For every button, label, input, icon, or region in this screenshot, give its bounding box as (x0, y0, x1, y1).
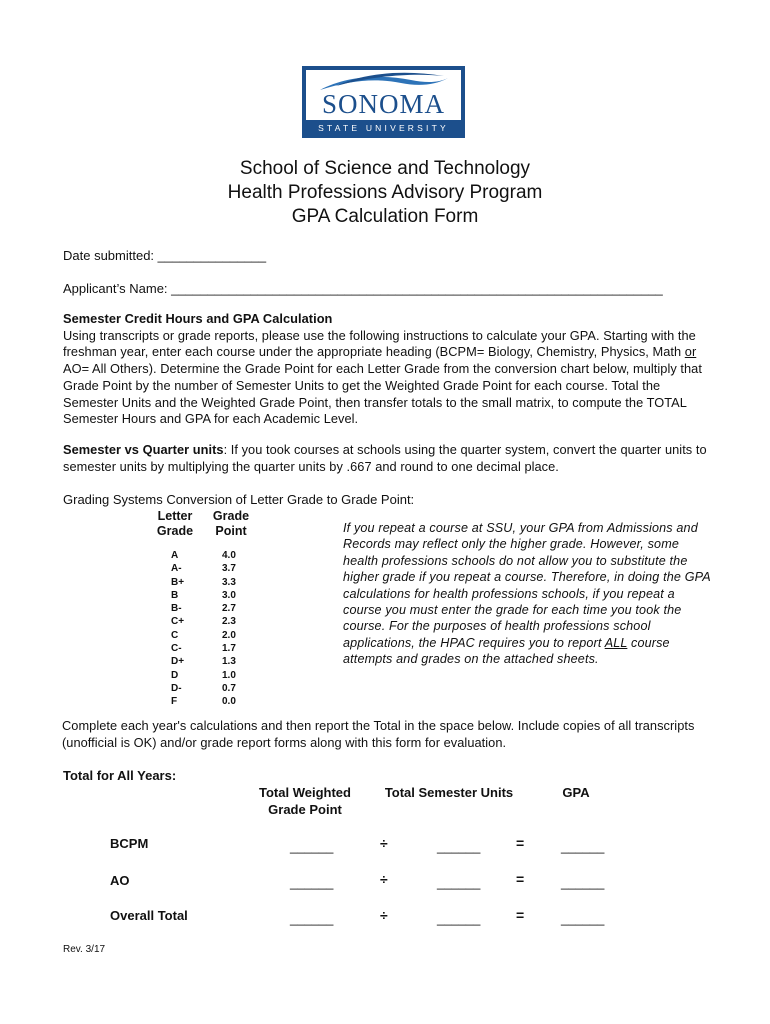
logo-subtitle: STATE UNIVERSITY (318, 123, 449, 133)
section-title: Semester Credit Hours and GPA Calculation (63, 311, 333, 326)
grade-point: 2.7 (222, 603, 236, 615)
section-body: Using transcripts or grade reports, please use the following instructions to calculate your GPA. Starting with the freshman year, enter each course under the appropriate heading (BCPM= Biology, Chemistry, Physics, Math (63, 327, 696, 360)
grade-point-header: Grade Point (212, 509, 250, 538)
grade-point: 1.0 (222, 669, 236, 681)
header-line-2: Health Professions Advisory Program (227, 182, 543, 203)
row-label-overall: Overall Total (110, 908, 188, 923)
row-label-bcpm: BCPM (110, 836, 149, 851)
total-weighted-header: Total Weighted Grade Point (259, 785, 351, 817)
grading-title: Grading Systems Conversion of Letter Grade to Grade Point: (63, 492, 415, 507)
equals-icon: = (516, 907, 525, 923)
logo-panel (306, 70, 461, 120)
divide-icon: ÷ (380, 871, 388, 887)
grade-letter: B (171, 589, 179, 601)
equals-icon: = (516, 871, 525, 887)
grade-letter: F (171, 696, 178, 708)
section-instructions (63, 311, 713, 428)
letter-grade-column (171, 549, 201, 709)
bcpm-units-blank[interactable]: ______ (437, 839, 481, 854)
section-body-2: AO= All Others). Determine the Grade Point for each Letter Grade from the conversion chart below, multiply that Grade Point by the number of Semester Units to get the Weighted Grade Point for each course. Total the Semester Units and the Weighted Grade Point, then transfer totals to the small matrix, to compute the TOTAL Semester Hours and GPA for each Academic Level. (63, 361, 702, 427)
grade-letter: D+ (171, 656, 185, 668)
gpa-header: GPA (562, 785, 590, 800)
grade-letter: D- (171, 682, 182, 694)
grade-letter: C- (171, 643, 182, 655)
complete-instructions: Complete each year's calculations and then report the Total in the space below. Include copies of all transcripts (unofficial is OK) and/or grade report forms along with this form for evaluation. (62, 718, 695, 750)
grade-point: 2.3 (222, 616, 236, 628)
grade-letter: B+ (171, 576, 185, 588)
quarter-label: Semester vs Quarter units (63, 442, 224, 457)
grade-letter: B- (171, 603, 182, 615)
grade-point: 0.0 (222, 696, 236, 708)
grade-point: 1.3 (222, 656, 236, 668)
overall-weighted-blank[interactable]: ______ (290, 911, 334, 926)
ao-weighted-blank[interactable]: ______ (290, 875, 334, 890)
grade-point: 3.0 (222, 589, 236, 601)
quarter-units-note (63, 442, 713, 475)
totals-title: Total for All Years: (63, 768, 177, 783)
divide-icon: ÷ (380, 907, 388, 923)
logo-name: SONOMA (321, 89, 446, 119)
grade-letter: D (171, 669, 179, 681)
grade-point: 3.7 (222, 563, 236, 575)
grade-point: 2.0 (222, 629, 236, 641)
row-label-ao: AO (110, 873, 130, 888)
equals-icon: = (516, 835, 525, 851)
applicant-name-field[interactable]: Applicant’s Name: ____________________________________________________________________ (63, 281, 663, 296)
repeat-course-note: If you repeat a course at SSU, your GPA from Admissions and Records may reflect only the higher grade. However, some health professions schools do not allow you to substitute the higher grade if you repeat a course. Therefore, in doing the GPA calculations for health professions schools, if you repeat a course you must enter the grade for each time you took the course. For the purposes of health professions school applications, the HPAC requires you to report ALL course attempts and grades on the attached sheets. (343, 521, 711, 667)
grade-letter: C (171, 629, 179, 641)
grade-point: 4.0 (222, 550, 236, 561)
grade-letter: A (171, 550, 179, 561)
total-units-header: Total Semester Units (384, 785, 514, 800)
grade-point: 1.7 (222, 643, 236, 655)
overall-gpa-blank[interactable]: ______ (561, 911, 605, 926)
overall-units-blank[interactable]: ______ (437, 911, 481, 926)
ao-gpa-blank[interactable]: ______ (561, 875, 605, 890)
or-underlined: or (684, 344, 697, 360)
date-field[interactable]: Date submitted: _______________ (63, 248, 267, 263)
all-underlined: ALL (604, 635, 628, 650)
letter-grade-header: Letter Grade (156, 509, 194, 538)
grade-letter: A- (171, 563, 182, 575)
sonoma-state-logo (302, 66, 465, 138)
bcpm-gpa-blank[interactable]: ______ (561, 839, 605, 854)
revision-label: Rev. 3/17 (63, 944, 106, 955)
bcpm-weighted-blank[interactable]: ______ (290, 839, 334, 854)
header-line-1: School of Science and Technology (239, 158, 531, 179)
grade-point-column (222, 549, 252, 709)
quarter-body: : If you took courses at schools using the quarter system, convert the quarter units to semester units by multiplying the quarter units by .667 and round to one decimal place. (63, 442, 707, 474)
grade-point: 3.3 (222, 576, 236, 588)
ao-units-blank[interactable]: ______ (437, 875, 481, 890)
grade-letter: C+ (171, 616, 185, 628)
divide-icon: ÷ (380, 835, 388, 851)
page-title: GPA Calculation Form (291, 206, 479, 227)
grade-point: 0.7 (222, 682, 236, 694)
